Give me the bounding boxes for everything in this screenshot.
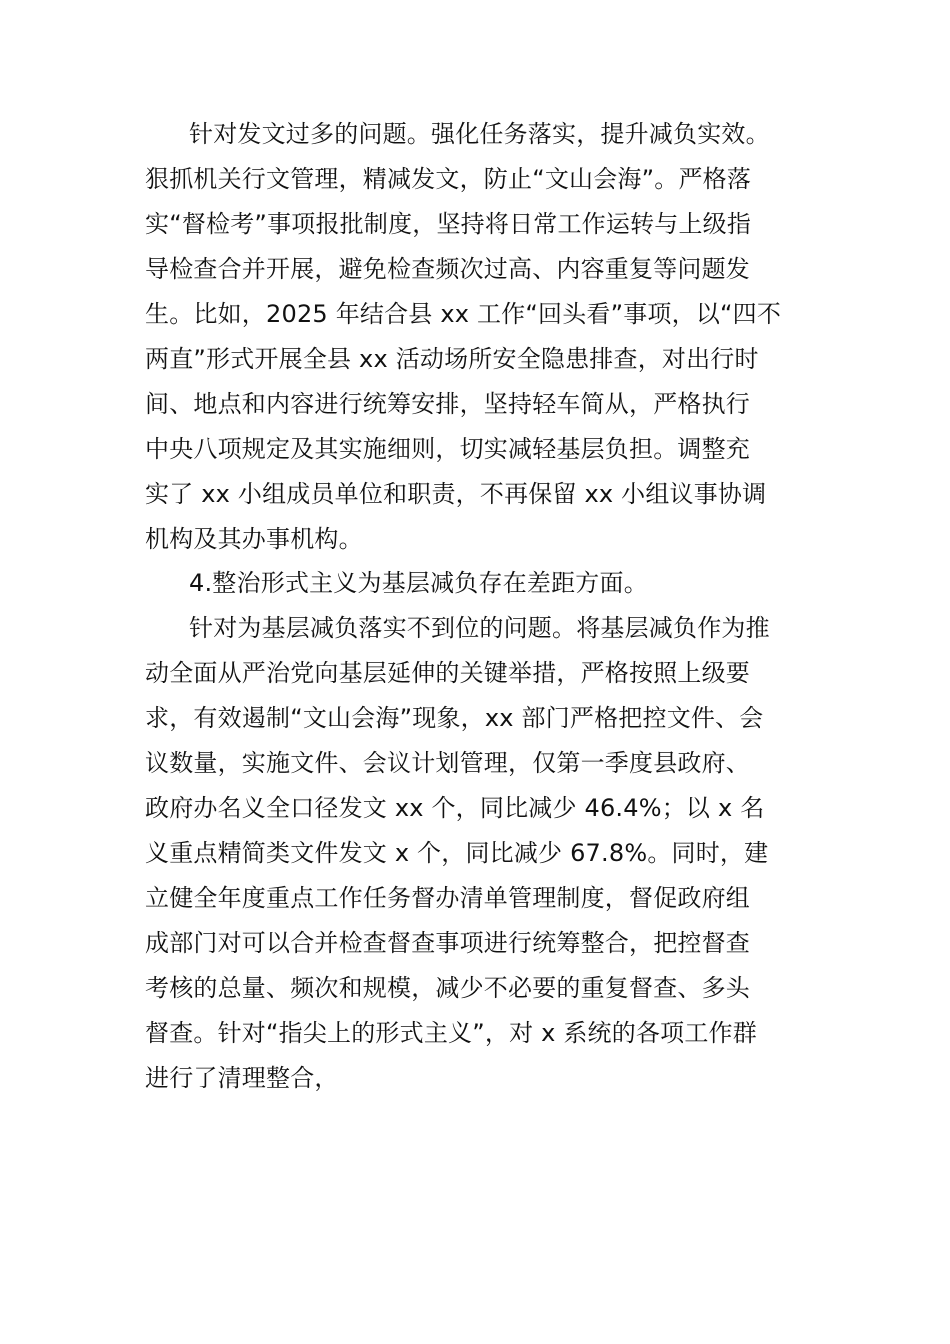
paragraph-2-line-7: 立健全年度重点工作任务督办清单管理制度，督促政府组 bbox=[145, 884, 750, 912]
paragraph-1-line-6: 两直”形式开展全县 xx 活动场所安全隐患排查，对出行时 bbox=[145, 345, 759, 373]
paragraph-1-line-8: 中央八项规定及其实施细则，切实减轻基层负担。调整充 bbox=[145, 435, 750, 463]
paragraph-1-line-10: 机构及其办事机构。 bbox=[145, 525, 363, 553]
paragraph-2-line-1: 针对为基层减负落实不到位的问题。将基层减负作为推 bbox=[189, 614, 770, 642]
paragraph-1-line-3: 实“督检考”事项报批制度，坚持将日常工作运转与上级指 bbox=[145, 210, 752, 238]
paragraph-1-line-1: 针对发文过多的问题。强化任务落实，提升减负实效。 bbox=[189, 120, 770, 148]
section-heading-4: 4.整治形式主义为基层减负存在差距方面。 bbox=[189, 569, 648, 597]
paragraph-2-line-8: 成部门对可以合并检查督查事项进行统筹整合，把控督查 bbox=[145, 929, 750, 957]
paragraph-1-line-9: 实了 xx 小组成员单位和职责，不再保留 xx 小组议事协调 bbox=[145, 480, 767, 508]
paragraph-1-line-2: 狠抓机关行文管理，精减发文，防止“文山会海”。严格落 bbox=[145, 165, 752, 193]
paragraph-2-line-11: 进行了清理整合， bbox=[145, 1064, 339, 1092]
paragraph-2-line-6: 义重点精简类文件发文 x 个，同比减少 67.8%。同时，建 bbox=[145, 839, 769, 867]
paragraph-2-line-2: 动全面从严治党向基层延伸的关键举措，严格按照上级要 bbox=[145, 659, 750, 687]
paragraph-2-line-9: 考核的总量、频次和规模，减少不必要的重复督查、多头 bbox=[145, 974, 750, 1002]
paragraph-1-line-4: 导检查合并开展，避免检查频次过高、内容重复等问题发 bbox=[145, 255, 750, 283]
paragraph-2-line-5: 政府办名义全口径发文 xx 个，同比减少 46.4%；以 x 名 bbox=[145, 794, 765, 822]
paragraph-2-line-3: 求，有效遏制“文山会海”现象，xx 部门严格把控文件、会 bbox=[145, 704, 764, 732]
paragraph-1-line-5: 生。比如，2025 年结合县 xx 工作“回头看”事项，以“四不 bbox=[145, 300, 782, 328]
paragraph-1-line-7: 间、地点和内容进行统筹安排，坚持轻车简从，严格执行 bbox=[145, 390, 750, 418]
paragraph-2-line-10: 督查。针对“指尖上的形式主义”，对 x 系统的各项工作群 bbox=[145, 1019, 757, 1047]
paragraph-2-line-4: 议数量，实施文件、会议计划管理，仅第一季度县政府、 bbox=[145, 749, 750, 777]
